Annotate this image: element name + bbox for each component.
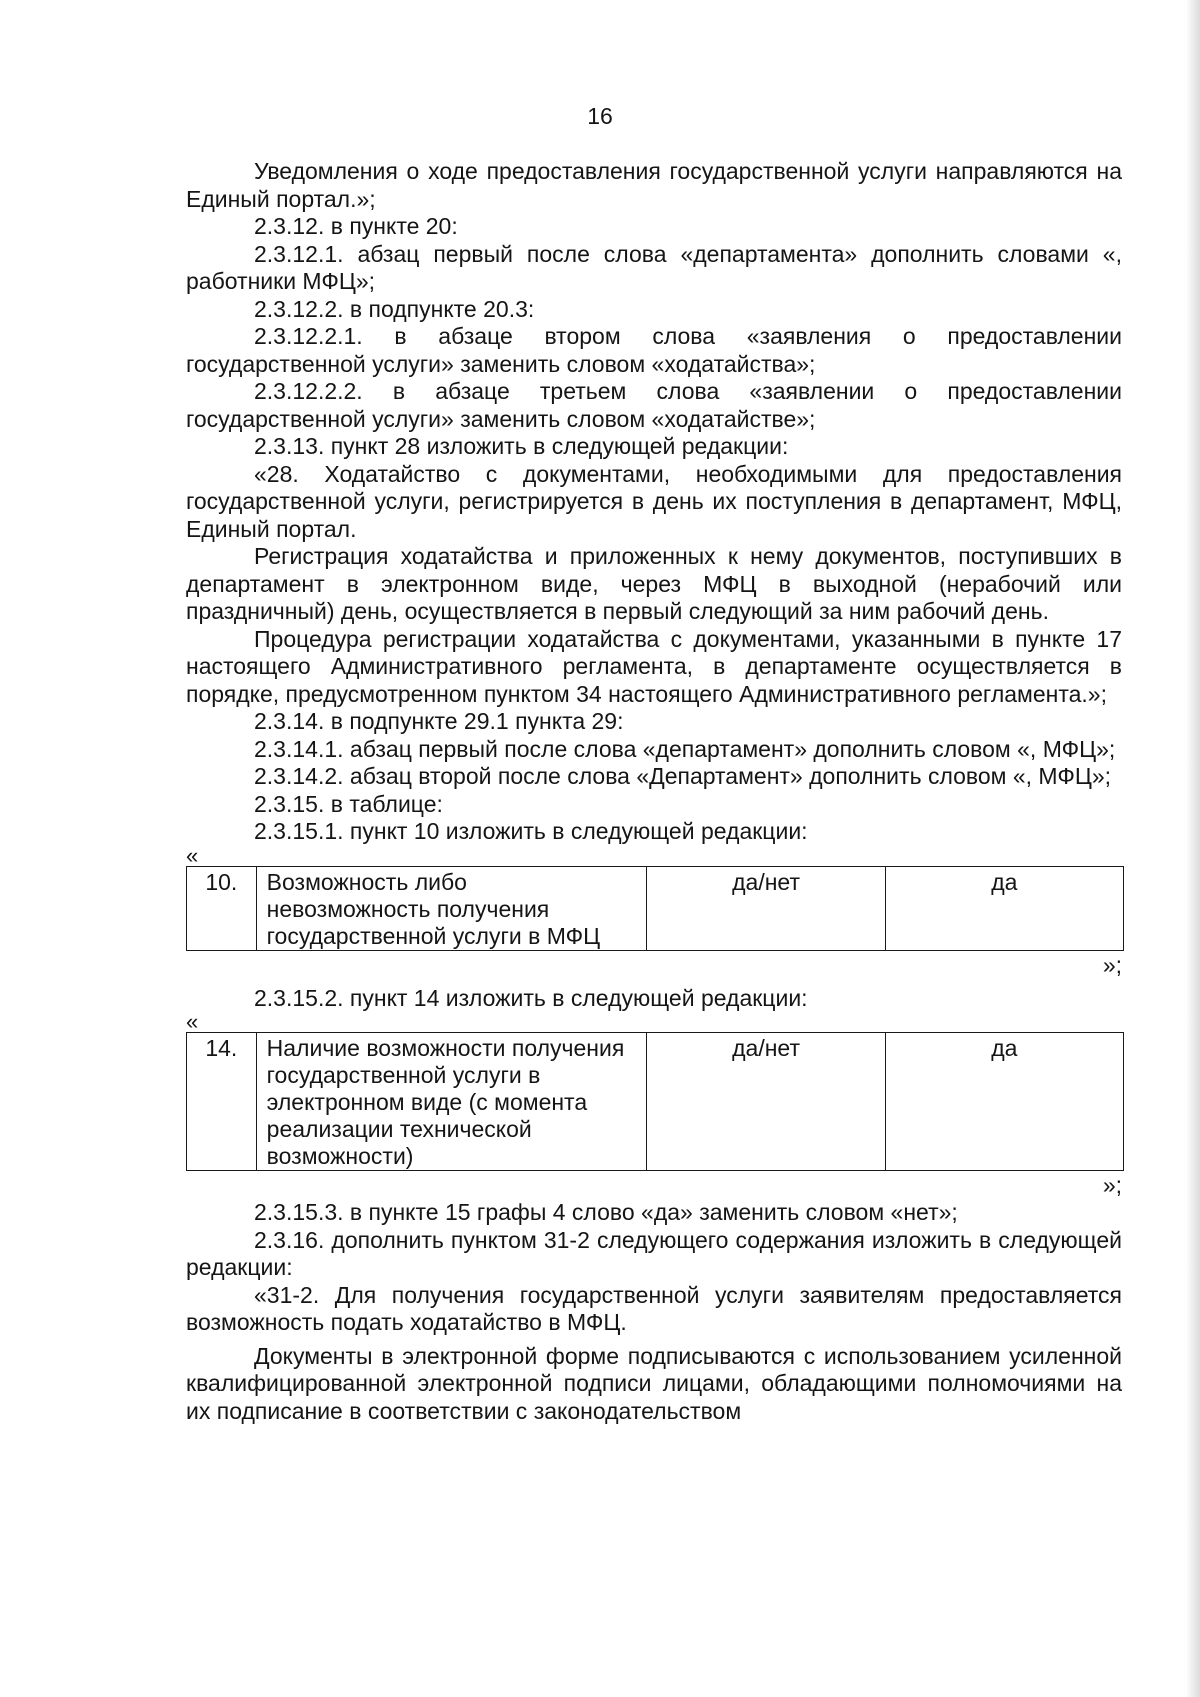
paragraph: «28. Ходатайство с документами, необходимыми для предоставления государственной услуги, регистрируется в день их поступления в департамент, МФЦ, Единый портал. <box>186 460 1122 542</box>
paragraph: 2.3.12.1. абзац первый после слова «департамента» дополнить словами «, работники МФЦ»; <box>186 240 1122 294</box>
table2-close-quote: »; <box>1102 1172 1122 1198</box>
table-cell-number: 14. <box>187 1033 257 1171</box>
table-cell-number: 10. <box>187 866 257 950</box>
paragraph: 2.3.12.2. в подпункте 20.3: <box>254 295 535 322</box>
paragraph: Регистрация ходатайства и приложенных к нему документов, поступивших в департамент в электронном виде, через МФЦ в выходной (нерабочий или праздничный) день, осуществляется в первый следующий за ним рабочий день. <box>186 543 1122 624</box>
paragraph: 2.3.15.1. пункт 10 изложить в следующей редакции: <box>254 818 808 844</box>
paragraph: Документы в электронной форме подписываются с использованием усиленной квалифицированной электронной подписи лицами, обладающими полномочиями на их подписание в соответствии с законодательством <box>186 1342 1122 1424</box>
paragraph: 2.3.14.2. абзац второй после слова «Департамент» дополнить словом «, МФЦ»; <box>254 763 1112 789</box>
paragraph: 2.3.15. в таблице: <box>254 790 443 817</box>
paragraph: 2.3.14.1. абзац первый после слова «департамент» дополнить словом «, МФЦ»; <box>254 735 1116 762</box>
table-cell-value: да <box>885 866 1123 950</box>
paragraph: 2.3.15.3. в пункте 15 графы 4 слово «да» заменить словом «нет»; <box>254 1199 958 1225</box>
table-cell-name: Возможность либо невозможность получения государственной услуги в МФЦ <box>256 866 647 950</box>
paragraph: 2.3.15.2. пункт 14 изложить в следующей редакции: <box>254 984 808 1011</box>
table-cell-name: Наличие возможности получения государственной услуги в электронном виде (с момента реализации технической возможности) <box>256 1033 647 1171</box>
table-row <box>187 866 1124 950</box>
paragraph: 2.3.13. пункт 28 изложить в следующей редакции: <box>254 433 789 459</box>
paragraph: 2.3.12.2.1. в абзаце втором слова «заявления о предоставлении государственной услуги» заменить словом «ходатайства»; <box>186 323 1122 377</box>
table-cell-unit: да/нет <box>647 866 885 950</box>
paragraph: «31-2. Для получения государственной услуги заявителям предоставляется возможность подать ходатайство в МФЦ. <box>186 1281 1122 1335</box>
paragraph: Процедура регистрации ходатайства с документами, указанными в пункте 17 настоящего Административного регламента, в департаменте осуществляется в порядке, предусмотренном пунктом 34 настоящего Административного регламента.»; <box>186 625 1122 707</box>
paragraph: 2.3.14. в подпункте 29.1 пункта 29: <box>254 708 624 734</box>
page-edge-shadow <box>1186 0 1200 1697</box>
table-cell-value: да <box>885 1033 1123 1171</box>
document-body <box>186 158 1122 1425</box>
paragraph: 2.3.16. дополнить пунктом 31-2 следующего содержания изложить в следующей редакции: <box>186 1226 1122 1280</box>
page-number: 16 <box>587 103 613 129</box>
table-row <box>187 1033 1124 1171</box>
table1-close-quote: »; <box>1102 951 1122 978</box>
table1-open-quote: « <box>186 842 199 868</box>
table-cell-unit: да/нет <box>647 1033 885 1171</box>
paragraph: 2.3.12.2.2. в абзаце третьем слова «заявлении о предоставлении государственной услуги» заменить словом «ходатайстве»; <box>186 378 1122 432</box>
table2-open-quote: « <box>186 1009 199 1034</box>
amendment-table-item-14 <box>186 1032 1124 1171</box>
paragraph: 2.3.12. в пункте 20: <box>254 213 458 239</box>
paragraph: Уведомления о ходе предоставления государственной услуги направляются на Единый портал.»; <box>186 158 1122 212</box>
amendment-table-item-10 <box>186 866 1124 951</box>
